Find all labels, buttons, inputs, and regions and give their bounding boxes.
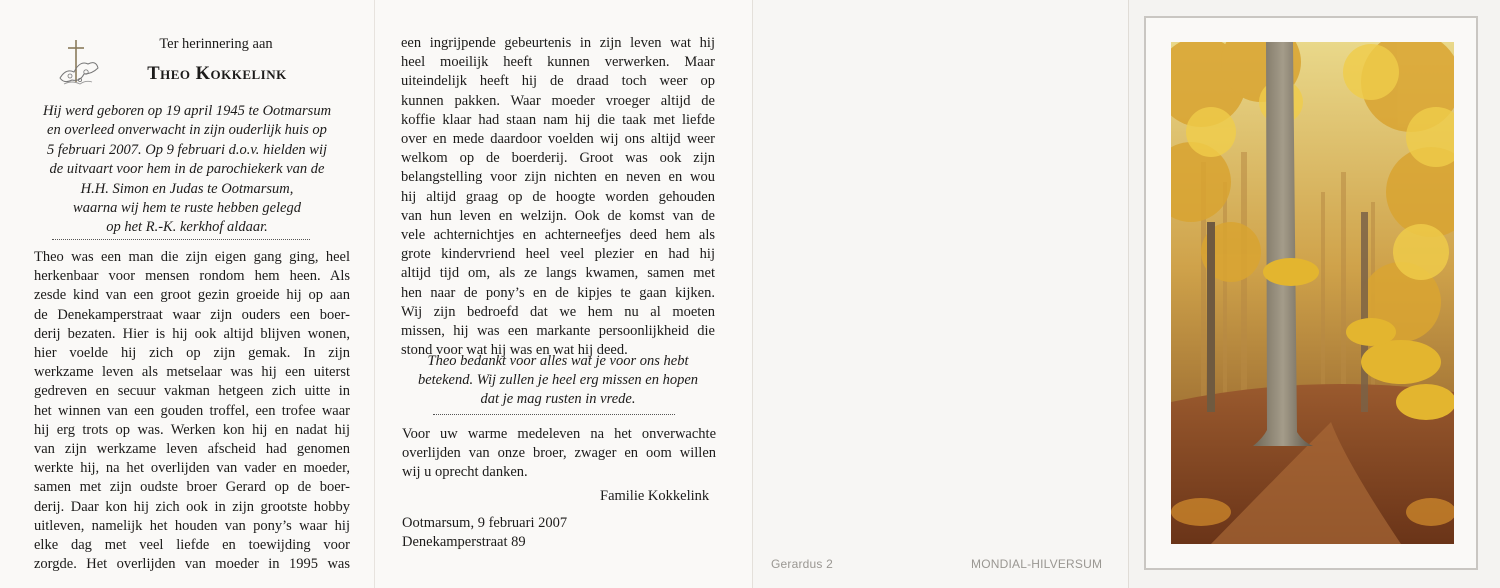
place-date: Ootmarsum, 9 februari 2007 (402, 515, 568, 531)
card-panel-blank (752, 0, 1129, 588)
text-line: gedreven en secuur vakman hetgeen zich uitte in (34, 383, 350, 400)
text-line: elke dag met veel liefde en toewijding voor (34, 537, 350, 554)
text-line: samen met zijn oudste broer Gerard op de boer- (34, 479, 350, 496)
text-line: derij. Daar kon hij zich ook in zijn grootste hobby (34, 498, 350, 515)
tribute-text (392, 352, 724, 409)
birth-line: H.H. Simon en Judas te Ootmarsum, (80, 180, 294, 197)
text-line: uitleven, namelijk het houden van pony’s waar hij (34, 517, 350, 534)
family-signature: Familie Kokkelink (600, 488, 710, 504)
card-model-label: Gerardus 2 (771, 557, 834, 571)
birth-death-statement (20, 102, 354, 238)
text-line: kunnen pakken. Waar moeder vroeger altijd de (401, 92, 715, 109)
text-line: uiteindelijk heeft hij de draad toch weer op (401, 73, 715, 90)
text-line: van zijn werkzame leven afscheid had genomen (34, 441, 350, 458)
intro-text: Ter herinnering aan (159, 36, 273, 52)
birth-line: waarna wij hem te ruste hebben gelegd (73, 200, 301, 217)
text-line: altijd tijd om, als ze langs kwamen, samen met (401, 265, 715, 282)
biography-right (401, 34, 715, 360)
text-line: Theo was een man die zijn eigen gang ging, heel (34, 249, 350, 265)
birth-line: op het R.-K. kerkhof aldaar. (106, 219, 268, 236)
tribute-line: Theo bedankt voor alles wat je voor ons hebt (427, 353, 689, 369)
deceased-name: Theo Kokkelink (147, 64, 287, 84)
thanks-text (402, 425, 716, 483)
text-line: derij bezaten. Hier is hij ook altijd blijven wonen, (34, 325, 350, 342)
text-line: herkenbaar voor mensen rondom hem heen. Als (34, 268, 350, 285)
text-line: van hun leven en welzijn. Ook de komst van de (401, 207, 715, 224)
cross-flower-icon (56, 38, 100, 94)
forest-illustration (1171, 42, 1454, 544)
text-line: wij u oprecht danken. (402, 464, 528, 481)
text-line: overlijden van onze broer, zwager en oom willen (402, 445, 716, 462)
text-line: hij erg trots op was. Werken kon hij en nadat hij (34, 421, 350, 438)
text-line: stond voor wat hij was en wat hij deed. (401, 342, 628, 359)
text-line: heel moeilijk heeft kunnen verwerken. Maar (401, 54, 715, 71)
text-line: Voor uw warme medeleven na het onverwachte (402, 426, 716, 442)
text-line: werkzame leven als metselaar was hij een uiterst (34, 364, 350, 381)
text-line: welkom op de boerderij. Groot was ook zijn (401, 150, 715, 167)
dotted-divider (433, 414, 675, 415)
text-line: de Denekamperstraat waar zijn ouders een boer- (34, 306, 350, 323)
text-line: een ingrijpende gebeurtenis in zijn leven wat hij (401, 35, 715, 51)
text-line: zorgde. Het overlijden van moeder in 1995 was (34, 556, 350, 573)
address: Denekamperstraat 89 (402, 534, 526, 550)
text-line: hen naar de pony’s en de kipjes te gaan kijken. (401, 284, 715, 301)
text-line: hier voelde hij zich op zijn gemak. In zijn (34, 345, 350, 362)
text-line: missen, hij was een markante persoonlijkheid die (401, 323, 715, 340)
text-line: over en mede daardoor voelden wij ons altijd weer (401, 131, 715, 148)
text-line: grote kindervriend heel veel plezier en had hij (401, 246, 715, 263)
dotted-divider (52, 239, 310, 240)
text-line: het winnen van een gouden troffel, een trofee waar (34, 402, 350, 419)
tribute-line: dat je mag rusten in vrede. (480, 391, 636, 407)
text-line: werkte hij, na het overlijden van vader en moeder, (34, 460, 350, 477)
birth-line: Hij werd geboren op 19 april 1945 te Ootmarsum (42, 103, 332, 119)
birth-line: en overleed onverwacht in zijn ouderlijk huis op (47, 122, 327, 139)
tribute-line: betekend. Wij zullen je heel erg missen en hopen (417, 372, 699, 388)
biography-left (34, 248, 350, 574)
text-line: zesde kind van een groot gezin groeide hij op aan (34, 287, 350, 304)
text-line: vele achternichtjes en achterneefjes deed hem als (401, 227, 715, 244)
text-line: koffie klaar had staan nam hij die taak met liefde (401, 111, 715, 128)
text-line: hij altijd graag op de hoogte worden gehouden (401, 188, 715, 205)
birth-line: de uitvaart voor hem in de parochiekerk van de (49, 161, 325, 178)
birth-line: 5 februari 2007. Op 9 februari d.o.v. hielden wij (46, 141, 328, 158)
autumn-forest-photo (1171, 42, 1454, 544)
text-line: belangstelling voor zijn nichten en neven en wou (401, 169, 715, 186)
text-line: Wij zijn bedroefd dat we hem nu al moeten (401, 303, 715, 320)
printer-label: MONDIAL-HILVERSUM (971, 557, 1103, 571)
